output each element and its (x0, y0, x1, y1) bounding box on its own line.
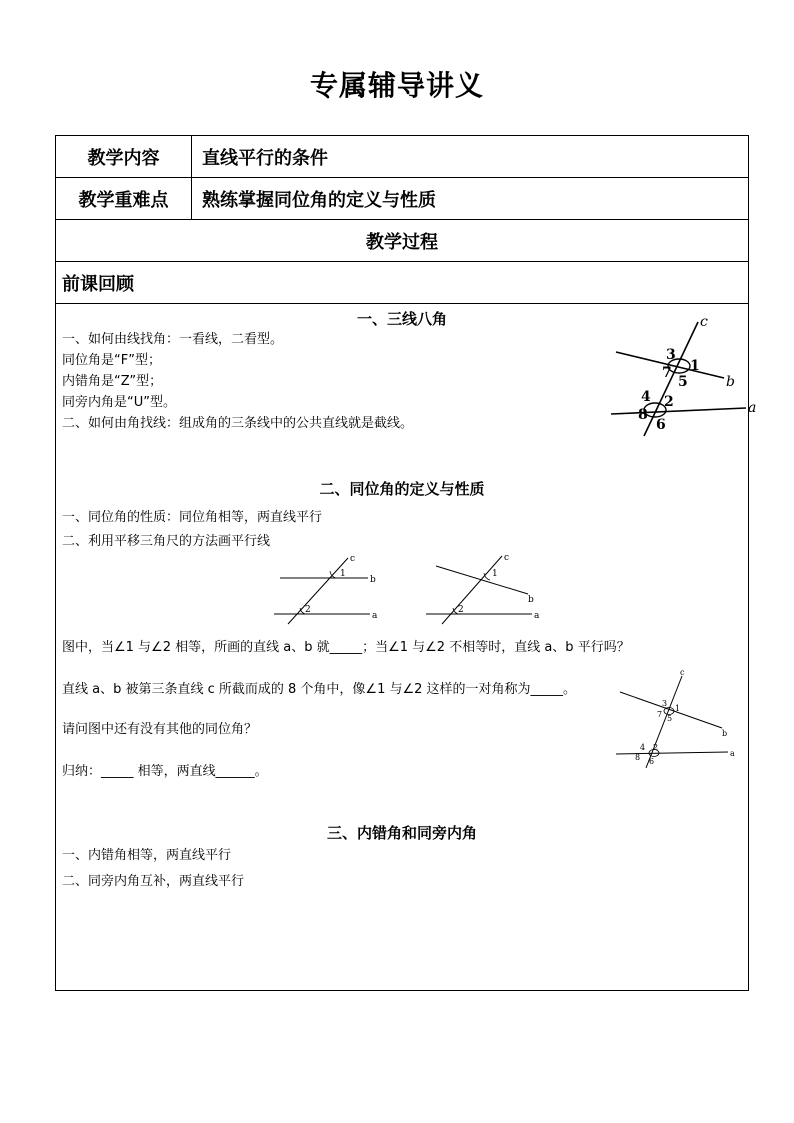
three-lines-figure (606, 312, 766, 438)
section1-line: 二、如何由角找线：组成角的三条线中的公共直线就是截线。 (62, 416, 414, 431)
row-review (56, 262, 748, 304)
label-1: 1 (492, 569, 498, 579)
label-7: 7 (662, 365, 672, 381)
label-8: 8 (635, 753, 641, 762)
label-1: 1 (675, 704, 681, 713)
question-4: 归纳：_____ 相等，两直线______。 (62, 764, 268, 779)
label-2: 2 (653, 743, 659, 752)
label-a: a (372, 611, 378, 621)
label-1: 1 (340, 569, 346, 579)
section2-line: 二、利用平移三角尺的方法画平行线 (62, 534, 271, 549)
label-b: b (528, 595, 534, 605)
eight-angles-figure (612, 668, 742, 770)
focus-label: 教学重难点 (56, 178, 192, 219)
label-c: c (504, 553, 510, 563)
parallel-figure-1 (274, 552, 384, 626)
label-3: 3 (662, 699, 668, 708)
label-2: 2 (664, 394, 674, 410)
review-title: 前课回顾 (62, 273, 134, 295)
question-1: 图中，当∠1 与∠2 相等，所画的直线 a、b 就_____；当∠1 与∠2 不相等时，直线 a、b 平行吗？ (62, 640, 630, 655)
label-1: 1 (690, 358, 700, 374)
lecture-table (55, 135, 757, 991)
label-b: b (726, 374, 735, 390)
label-2: 2 (458, 605, 464, 615)
parallel-figure-2 (422, 550, 542, 626)
label-a: a (748, 400, 757, 416)
label-b: b (370, 575, 376, 585)
section2-line: 一、同位角的性质：同位角相等，两直线平行 (62, 510, 323, 525)
content-area (56, 304, 757, 990)
label-6: 6 (649, 757, 655, 766)
section2-title: 二、同位角的定义与性质 (319, 480, 485, 498)
label-5: 5 (678, 374, 688, 390)
label-8: 8 (638, 407, 648, 423)
row-process (56, 220, 748, 262)
label-c: c (350, 554, 356, 564)
process-title: 教学过程 (366, 231, 438, 253)
label-4: 4 (641, 389, 651, 405)
content-value: 直线平行的条件 (202, 147, 328, 169)
section3-line: 一、内错角相等，两直线平行 (62, 848, 232, 863)
content-label: 教学内容 (56, 136, 192, 177)
question-3: 请问图中还有没有其他的同位角？ (62, 722, 258, 737)
label-c: c (680, 668, 685, 677)
section1-line: 一、如何由线找角：一看线，二看型。 (62, 332, 284, 347)
label-6: 6 (656, 417, 666, 433)
label-b: b (722, 729, 728, 738)
label-4: 4 (640, 743, 646, 752)
section1-line: 同旁内角是“U”型。 (62, 395, 176, 410)
label-c: c (700, 314, 708, 330)
section3-line: 二、同旁内角互补，两直线平行 (62, 874, 245, 889)
row-focus (56, 178, 748, 220)
page-title: 专属辅导讲义 (309, 69, 484, 102)
label-2: 2 (305, 605, 311, 615)
label-7: 7 (657, 710, 663, 719)
section1-line: 同位角是“F”型； (62, 353, 161, 368)
section3-title: 三、内错角和同旁内角 (326, 824, 477, 842)
section1-line: 内错角是“Z”型； (62, 374, 163, 389)
label-a: a (534, 611, 540, 621)
focus-value: 熟练掌握同位角的定义与性质 (202, 189, 436, 211)
label-5: 5 (667, 714, 673, 723)
question-2: 直线 a、b 被第三条直线 c 所截而成的 8 个角中，像∠1 与∠2 这样的一对角称为_____。 (62, 682, 577, 697)
label-a: a (730, 749, 735, 758)
row-content (56, 136, 748, 178)
label-3: 3 (666, 347, 676, 363)
section1-title: 一、三线八角 (356, 310, 447, 328)
